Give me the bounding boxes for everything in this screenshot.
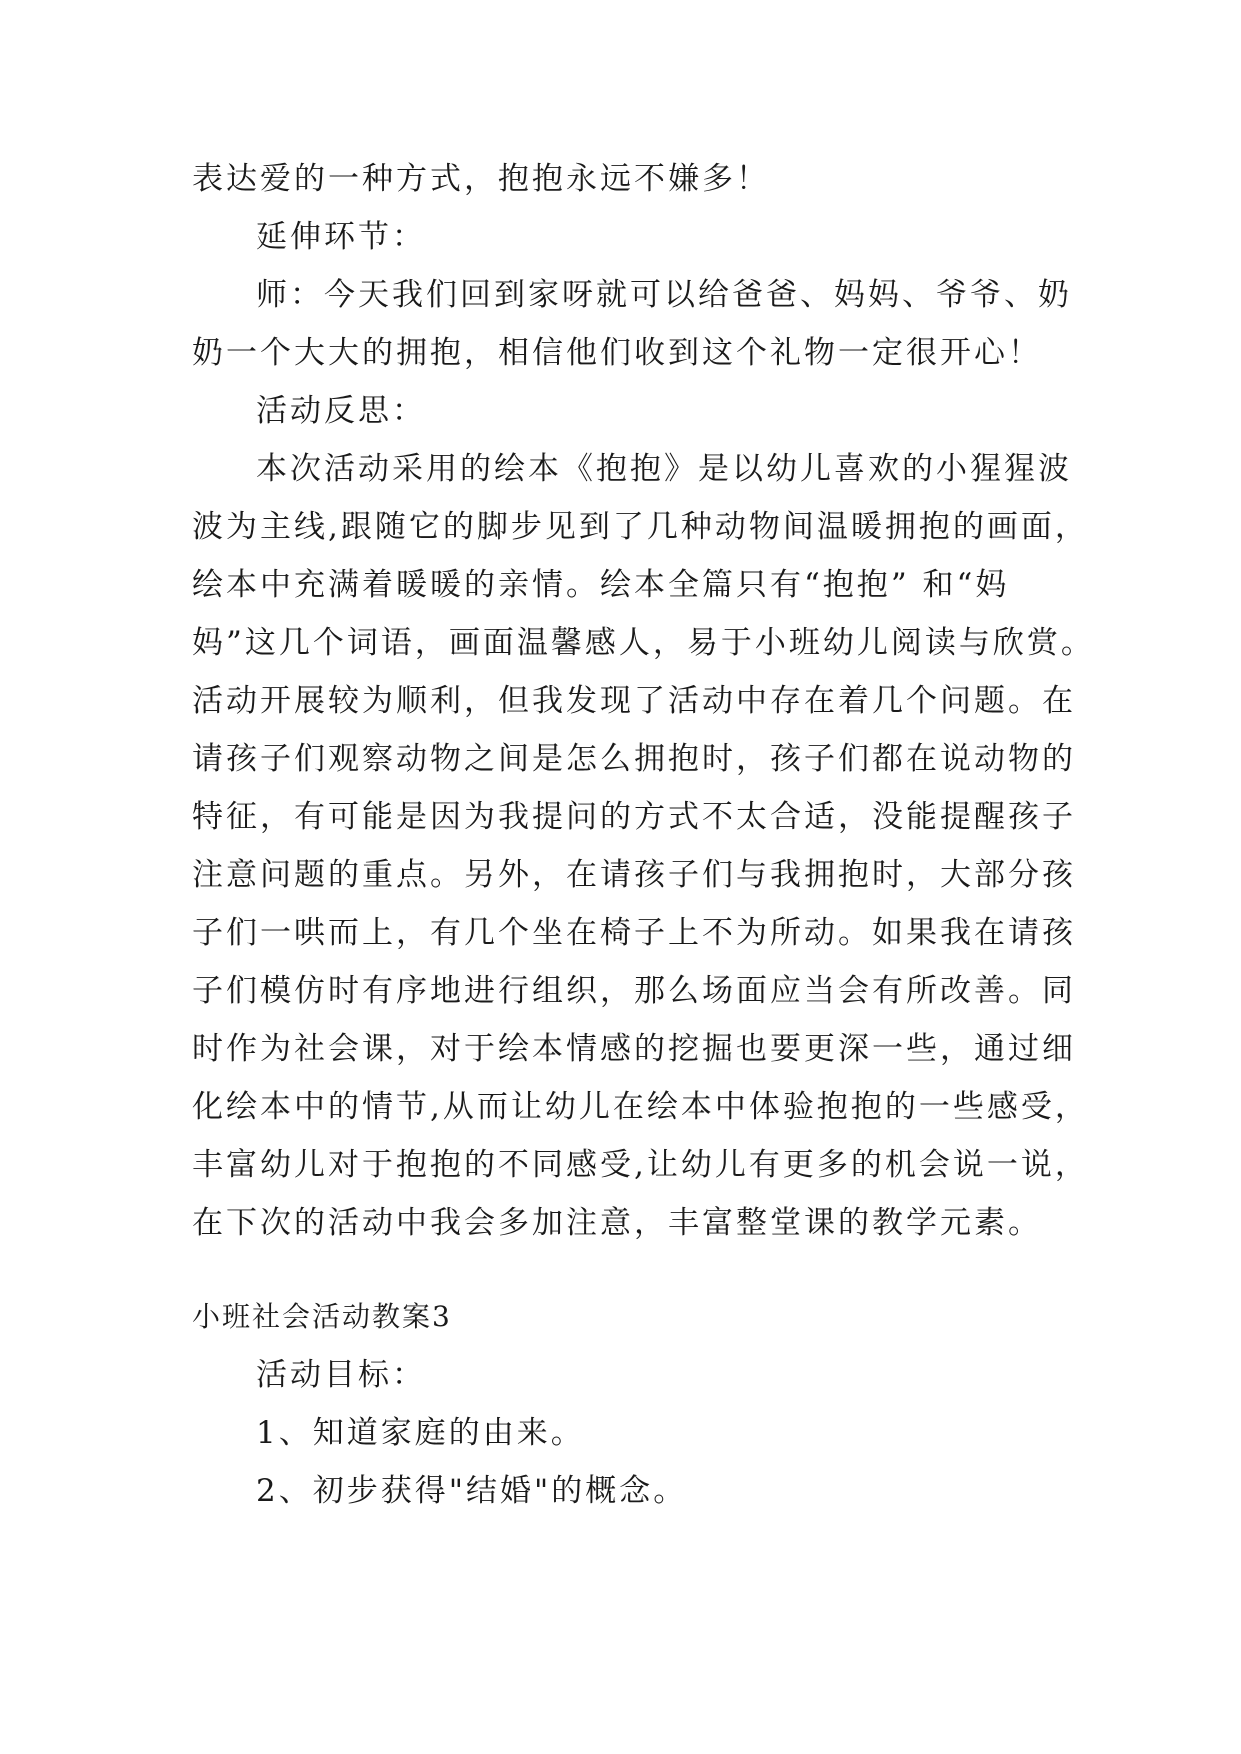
list-item: 2、初步获得"结婚"的概念。 [256,1473,688,1509]
subheading-goals: 活动目标： [256,1357,426,1393]
subheading-extension: 延伸环节： [256,219,426,255]
list-item: 1、知道家庭的由来。 [256,1415,585,1451]
paragraph-line: 丰富幼儿对于抱抱的不同感受,让幼儿有更多的机会说一说， [192,1147,1089,1183]
paragraph-line: 奶一个大大的拥抱，相信他们收到这个礼物一定很开心！ [192,335,1042,371]
paragraph-line: 本次活动采用的绘本《抱抱》是以幼儿喜欢的小猩猩波 [256,451,1072,487]
paragraph-line: 化绘本中的情节,从而让幼儿在绘本中体验抱抱的一些感受， [192,1089,1089,1125]
paragraph-line: 特征，有可能是因为我提问的方式不太合适，没能提醒孩子 [192,799,1076,835]
paragraph-line: 绘本中充满着暖暖的亲情。绘本全篇只有“抱抱” 和“妈 [192,567,1010,603]
paragraph-line: 请孩子们观察动物之间是怎么拥抱时，孩子们都在说动物的 [192,741,1076,777]
paragraph-line: 在下次的活动中我会多加注意，丰富整堂课的教学元素。 [192,1205,1042,1241]
section-title: 小班社会活动教案3 [192,1300,452,1333]
paragraph-line: 子们一哄而上，有几个坐在椅子上不为所动。如果我在请孩 [192,915,1076,951]
paragraph-line: 妈”这几个词语，画面温馨感人，易于小班幼儿阅读与欣赏。 [192,625,1095,661]
paragraph-line: 子们模仿时有序地进行组织，那么场面应当会有所改善。同 [192,973,1076,1009]
paragraph-line: 师：今天我们回到家呀就可以给爸爸、妈妈、爷爷、奶 [256,277,1072,313]
paragraph-line: 注意问题的重点。另外，在请孩子们与我拥抱时，大部分孩 [192,857,1076,893]
paragraph-line: 表达爱的一种方式，抱抱永远不嫌多！ [192,161,770,197]
subheading-reflection: 活动反思： [256,393,426,429]
paragraph-line: 波为主线,跟随它的脚步见到了几种动物间温暖拥抱的画面， [192,509,1089,545]
paragraph-line: 活动开展较为顺利，但我发现了活动中存在着几个问题。在 [192,683,1076,719]
paragraph-line: 时作为社会课，对于绘本情感的挖掘也要更深一些，通过细 [192,1031,1076,1067]
